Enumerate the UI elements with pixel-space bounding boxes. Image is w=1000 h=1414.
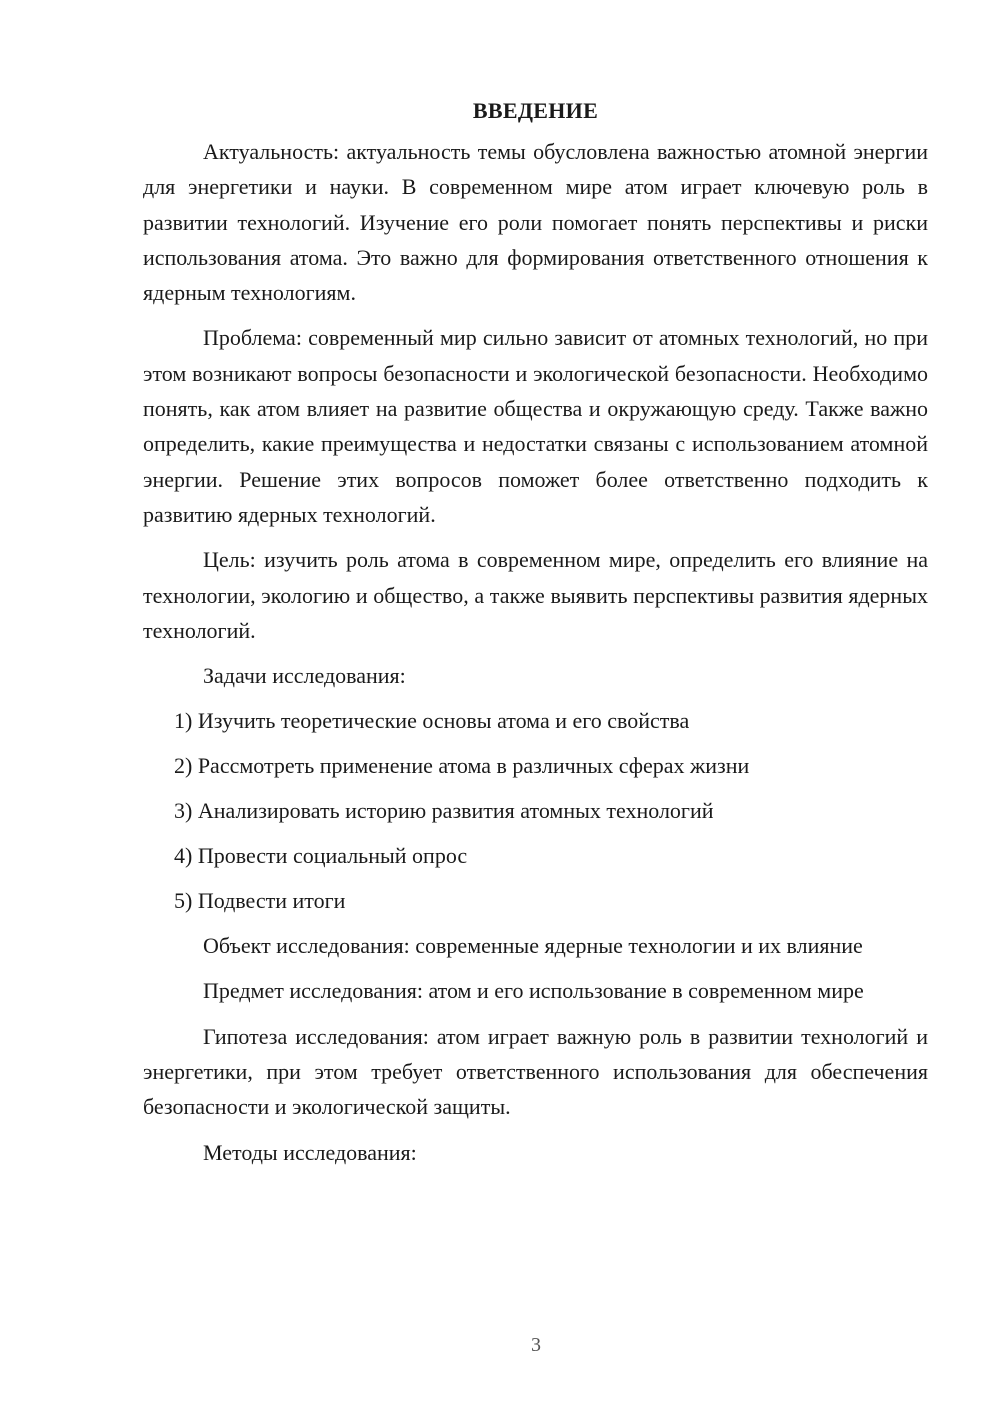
methods-heading: Методы исследования:	[203, 1139, 417, 1165]
list-item: 2) Рассмотреть применение атома в различных сферах жизни	[174, 753, 750, 779]
hypothesis-paragraph: Гипотеза исследования: атом играет важную роль в развитии технологий и энергетики, при этом требует ответственного использования для обеспечения безопасности и экологической защиты.	[143, 1023, 928, 1120]
list-item: 4) Провести социальный опрос	[174, 843, 468, 869]
list-item: 1) Изучить теоретические основы атома и его свойства	[174, 708, 690, 734]
object-paragraph: Объект исследования: современные ядерные технологии и их влияние	[203, 933, 863, 959]
page-content	[143, 93, 928, 1170]
problem-paragraph: Проблема: современный мир сильно зависит от атомных технологий, но при этом возникают вопросы безопасности и экологической безопасности. Необходимо понять, как атом влияет на развитие общества и окружающую среду. Также важно определить, какие преимущества и недостатки связаны с использованием атомной энергии. Решение этих вопросов поможет более ответственно подходить к развитию ядерных технологий.	[143, 325, 928, 527]
tasks-list	[143, 703, 928, 918]
list-item: 5) Подвести итоги	[174, 888, 346, 914]
subject-paragraph: Предмет исследования: атом и его использование в современном мире	[203, 978, 864, 1004]
tasks-heading: Задачи исследования:	[203, 663, 406, 689]
goal-paragraph: Цель: изучить роль атома в современном мире, определить его влияние на технологии, экологию и общество, а также выявить перспективы развития ядерных технологий.	[143, 547, 928, 643]
page-title: ВВЕДЕНИЕ	[472, 98, 599, 123]
relevance-paragraph: Актуальность: актуальность темы обусловлена важностью атомной энергии для энергетики и науки. В современном мире атом играет ключевую роль в развитии технологий. Изучение его роли помогает понять перспективы и риски использования атома. Это важно для формирования ответственного отношения к ядерным технологиям.	[143, 139, 928, 306]
list-item: 3) Анализировать историю развития атомных технологий	[174, 798, 714, 824]
page-number: 3	[531, 1334, 541, 1356]
